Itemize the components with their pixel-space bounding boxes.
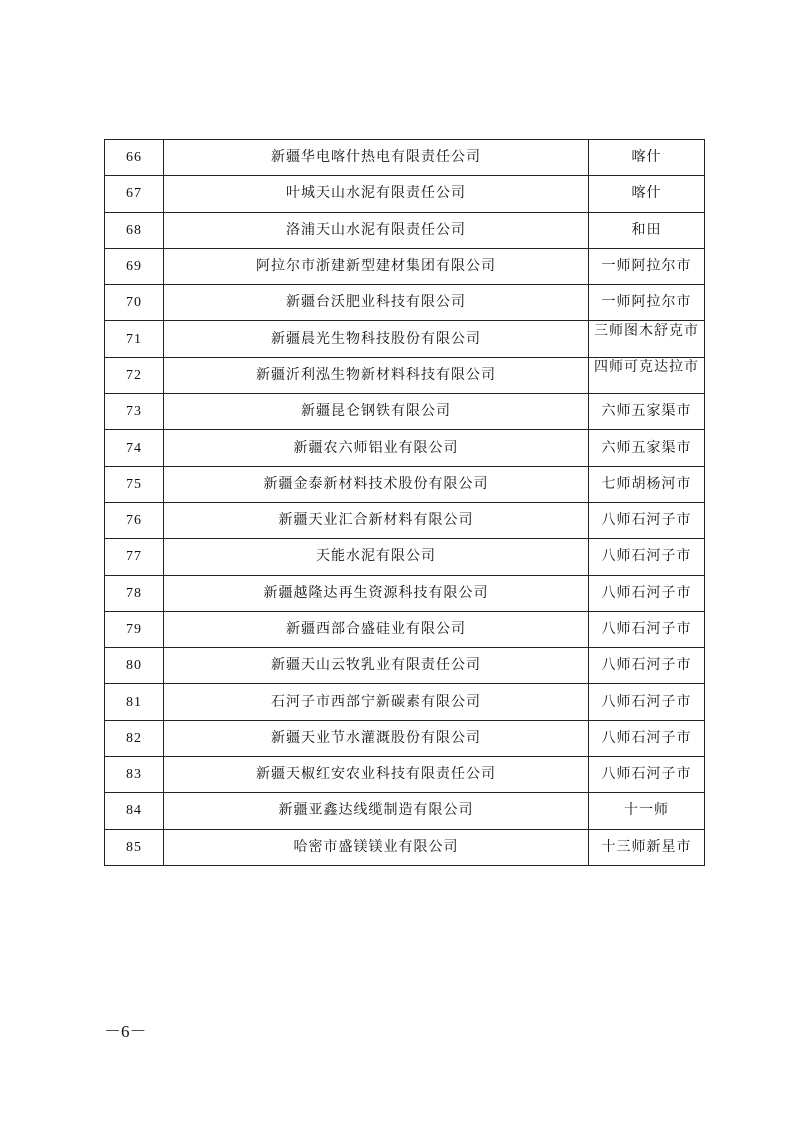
company-name: 新疆天山云牧乳业有限责任公司 <box>164 648 589 684</box>
company-name: 新疆华电喀什热电有限责任公司 <box>164 140 589 176</box>
company-name: 叶城天山水泥有限责任公司 <box>164 176 589 212</box>
row-number: 73 <box>105 394 164 430</box>
row-number: 78 <box>105 575 164 611</box>
company-name: 石河子市西部宁新碳素有限公司 <box>164 684 589 720</box>
location: 喀什 <box>589 140 705 176</box>
row-number: 75 <box>105 466 164 502</box>
location: 八师石河子市 <box>589 757 705 793</box>
table-row <box>105 793 705 829</box>
enterprise-list-table <box>104 139 705 866</box>
row-number: 81 <box>105 684 164 720</box>
location <box>589 357 705 393</box>
row-number: 69 <box>105 248 164 284</box>
table-row <box>105 357 705 393</box>
location: 八师石河子市 <box>589 684 705 720</box>
company-name: 新疆晨光生物科技股份有限公司 <box>164 321 589 357</box>
location: 一师阿拉尔市 <box>589 285 705 321</box>
row-number: 82 <box>105 720 164 756</box>
company-name: 新疆沂利泓生物新材料科技有限公司 <box>164 357 589 393</box>
company-name: 新疆农六师铝业有限公司 <box>164 430 589 466</box>
row-number: 67 <box>105 176 164 212</box>
table-row <box>105 285 705 321</box>
location: 八师石河子市 <box>589 502 705 538</box>
table-row <box>105 575 705 611</box>
row-number: 72 <box>105 357 164 393</box>
company-name: 新疆金泰新材料技术股份有限公司 <box>164 466 589 502</box>
row-number: 80 <box>105 648 164 684</box>
company-name: 天能水泥有限公司 <box>164 539 589 575</box>
table-row <box>105 539 705 575</box>
location: 十三师新星市 <box>589 829 705 865</box>
location: 七师胡杨河市 <box>589 466 705 502</box>
row-number: 74 <box>105 430 164 466</box>
company-name: 新疆西部合盛硅业有限公司 <box>164 611 589 647</box>
location: 八师石河子市 <box>589 539 705 575</box>
company-name: 阿拉尔市浙建新型建材集团有限公司 <box>164 248 589 284</box>
location-text: 三师图木舒克市 <box>594 322 699 339</box>
location: 和田 <box>589 212 705 248</box>
table-row <box>105 648 705 684</box>
location: 十一师 <box>589 793 705 829</box>
company-name: 新疆天椒红安农业科技有限责任公司 <box>164 757 589 793</box>
table-row <box>105 321 705 357</box>
company-name: 新疆台沃肥业科技有限公司 <box>164 285 589 321</box>
company-name: 新疆亚鑫达线缆制造有限公司 <box>164 793 589 829</box>
row-number: 84 <box>105 793 164 829</box>
row-number: 71 <box>105 321 164 357</box>
table-row <box>105 140 705 176</box>
location <box>589 321 705 357</box>
table-row <box>105 829 705 865</box>
table-row <box>105 248 705 284</box>
table-row <box>105 684 705 720</box>
company-name: 洛浦天山水泥有限责任公司 <box>164 212 589 248</box>
table-row <box>105 611 705 647</box>
row-number: 85 <box>105 829 164 865</box>
location: 一师阿拉尔市 <box>589 248 705 284</box>
company-name: 新疆天业节水灌溉股份有限公司 <box>164 720 589 756</box>
table-row <box>105 720 705 756</box>
table-row <box>105 212 705 248</box>
table-row <box>105 176 705 212</box>
row-number: 66 <box>105 140 164 176</box>
table-row <box>105 466 705 502</box>
location: 八师石河子市 <box>589 575 705 611</box>
row-number: 77 <box>105 539 164 575</box>
company-name: 新疆昆仑钢铁有限公司 <box>164 394 589 430</box>
page-number: －6－ <box>104 1022 147 1041</box>
company-name: 新疆越隆达再生资源科技有限公司 <box>164 575 589 611</box>
row-number: 70 <box>105 285 164 321</box>
location: 六师五家渠市 <box>589 394 705 430</box>
row-number: 76 <box>105 502 164 538</box>
location: 八师石河子市 <box>589 648 705 684</box>
location: 喀什 <box>589 176 705 212</box>
table-row <box>105 394 705 430</box>
table-body <box>105 140 705 866</box>
table-row <box>105 502 705 538</box>
location: 八师石河子市 <box>589 720 705 756</box>
location: 八师石河子市 <box>589 611 705 647</box>
location-text: 四师可克达拉市 <box>594 358 699 375</box>
row-number: 68 <box>105 212 164 248</box>
table-row <box>105 757 705 793</box>
row-number: 79 <box>105 611 164 647</box>
location: 六师五家渠市 <box>589 430 705 466</box>
table-row <box>105 430 705 466</box>
row-number: 83 <box>105 757 164 793</box>
company-name: 新疆天业汇合新材料有限公司 <box>164 502 589 538</box>
company-name: 哈密市盛镁镁业有限公司 <box>164 829 589 865</box>
